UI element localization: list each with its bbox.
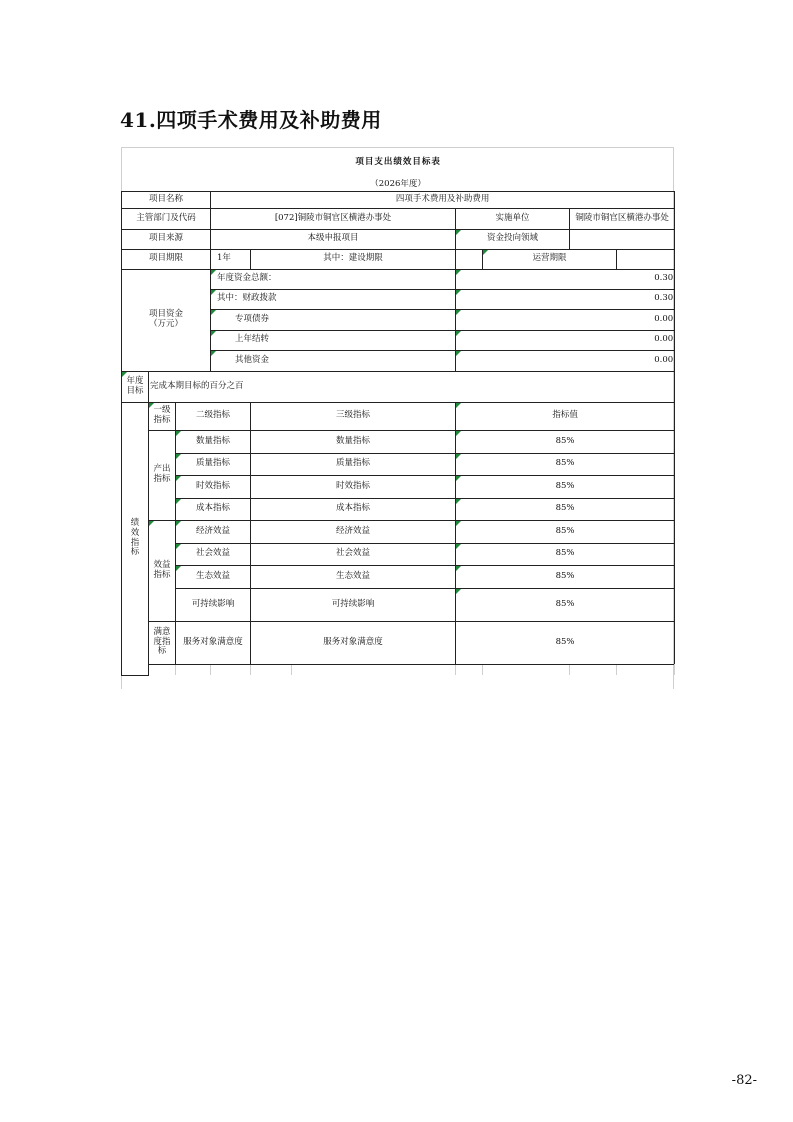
benefit-l3-economic: 经济效益 (251, 520, 456, 543)
performance-sheet (121, 147, 674, 689)
group-satisfaction-line1: 满意 (153, 626, 171, 637)
funds-label-line2: （万元） (148, 319, 183, 329)
benefit-l3-social: 社会效益 (251, 543, 456, 565)
group-satisfaction-line3: 标 (157, 646, 167, 657)
empty-cell (292, 664, 456, 675)
benefit-l2-sustainable: 可持续影响 (176, 588, 251, 621)
empty-cell (570, 664, 617, 675)
benefit-l2-ecological: 生态效益 (176, 565, 251, 588)
fund-other-value: 0.00 (456, 350, 675, 371)
perf-label-char1: 绩 (130, 517, 140, 528)
dept-value: [072]铜陵市铜官区横港办事处 (211, 208, 456, 229)
empty-cell (211, 664, 251, 675)
group-satisfaction-line2: 度指 (153, 636, 171, 647)
benefit-l2-social: 社会效益 (176, 543, 251, 565)
performance-table (121, 147, 675, 676)
fund-bond-label: 专项债券 (211, 309, 456, 330)
group-benefit (149, 520, 176, 621)
project-name-label: 项目名称 (122, 191, 211, 208)
goal-label-line1: 年度 (126, 375, 144, 386)
col-level3: 三级指标 (251, 402, 456, 430)
source-value: 本级申报项目 (211, 229, 456, 249)
perf-label-char2: 效 (130, 527, 140, 538)
group-benefit-line1: 效益 (153, 559, 171, 570)
benefit-value-sustainable: 85% (456, 588, 675, 621)
benefit-value-social: 85% (456, 543, 675, 565)
perf-label-char3: 指 (130, 537, 140, 548)
fund-fiscal-value: 0.30 (456, 289, 675, 309)
operation-value (617, 249, 675, 269)
output-value-quality: 85% (456, 453, 675, 475)
impl-value: 铜陵市铜官区横港办事处 (570, 208, 675, 229)
output-l3-timeliness: 时效指标 (251, 475, 456, 498)
perf-label (122, 402, 149, 675)
field-label: 资金投向领域 (456, 229, 570, 249)
table-year: （2026年度） (370, 179, 426, 189)
group-satisfaction (149, 621, 176, 664)
source-label: 项目来源 (122, 229, 211, 249)
benefit-l3-ecological: 生态效益 (251, 565, 456, 588)
perf-label-char4: 标 (130, 547, 140, 558)
group-output-line2: 指标 (153, 474, 171, 484)
output-l2-cost: 成本指标 (176, 498, 251, 520)
fund-carryover-label: 上年结转 (211, 330, 456, 350)
col-value: 指标值 (456, 402, 675, 430)
satisfaction-value: 85% (456, 621, 675, 664)
impl-label: 实施单位 (456, 208, 570, 229)
construction-label: 其中：建设期限 (251, 249, 456, 269)
output-l2-quality: 质量指标 (176, 453, 251, 475)
table-title: 项目支出绩效目标表 (355, 157, 441, 168)
section-heading: 41.四项手术费用及补助费用 (120, 108, 382, 132)
output-l3-quality: 质量指标 (251, 453, 456, 475)
empty-cell (251, 664, 292, 675)
fund-other-label: 其他资金 (211, 350, 456, 371)
dept-label: 主管部门及代码 (122, 208, 211, 229)
empty-cell (483, 664, 570, 675)
operation-label: 运营期限 (483, 249, 617, 269)
goal-text: 完成本期目标的百分之百 (149, 371, 675, 402)
output-l2-timeliness: 时效指标 (176, 475, 251, 498)
page-number: -82- (731, 1073, 757, 1088)
output-l3-quantity: 数量指标 (251, 430, 456, 453)
col-level2: 二级指标 (176, 402, 251, 430)
field-value (570, 229, 675, 249)
satisfaction-l2: 服务对象满意度 (176, 621, 251, 664)
output-value-cost: 85% (456, 498, 675, 520)
benefit-l3-sustainable: 可持续影响 (251, 588, 456, 621)
period-value: 1年 (211, 249, 251, 269)
empty-cell (149, 664, 176, 675)
col-level1-line2: 指标 (153, 415, 171, 425)
fund-total-label: 年度资金总额： (211, 269, 456, 289)
benefit-l2-economic: 经济效益 (176, 520, 251, 543)
fund-carryover-value: 0.00 (456, 330, 675, 350)
output-l3-cost: 成本指标 (251, 498, 456, 520)
empty-cell (176, 664, 211, 675)
funds-label-line1: 项目资金 (148, 309, 183, 320)
group-output (149, 430, 176, 520)
fund-total-value: 0.30 (456, 269, 675, 289)
output-value-quantity: 85% (456, 430, 675, 453)
fund-fiscal-label: 其中：财政拨款 (211, 289, 456, 309)
col-level1-line1: 一级 (153, 405, 171, 416)
construction-value (456, 249, 483, 269)
output-l2-quantity: 数量指标 (176, 430, 251, 453)
group-benefit-line2: 指标 (153, 569, 171, 580)
col-level1 (149, 402, 176, 430)
funds-label (122, 269, 211, 371)
empty-cell (456, 664, 483, 675)
fund-bond-value: 0.00 (456, 309, 675, 330)
output-value-timeliness: 85% (456, 475, 675, 498)
benefit-value-ecological: 85% (456, 565, 675, 588)
goal-label-line2: 目标 (126, 385, 144, 396)
satisfaction-l3: 服务对象满意度 (251, 621, 456, 664)
goal-label (122, 371, 149, 402)
period-label: 项目期限 (122, 249, 211, 269)
benefit-value-economic: 85% (456, 520, 675, 543)
empty-cell (617, 664, 675, 675)
group-output-line1: 产出 (153, 464, 171, 475)
project-name-value: 四项手术费用及补助费用 (211, 191, 675, 208)
